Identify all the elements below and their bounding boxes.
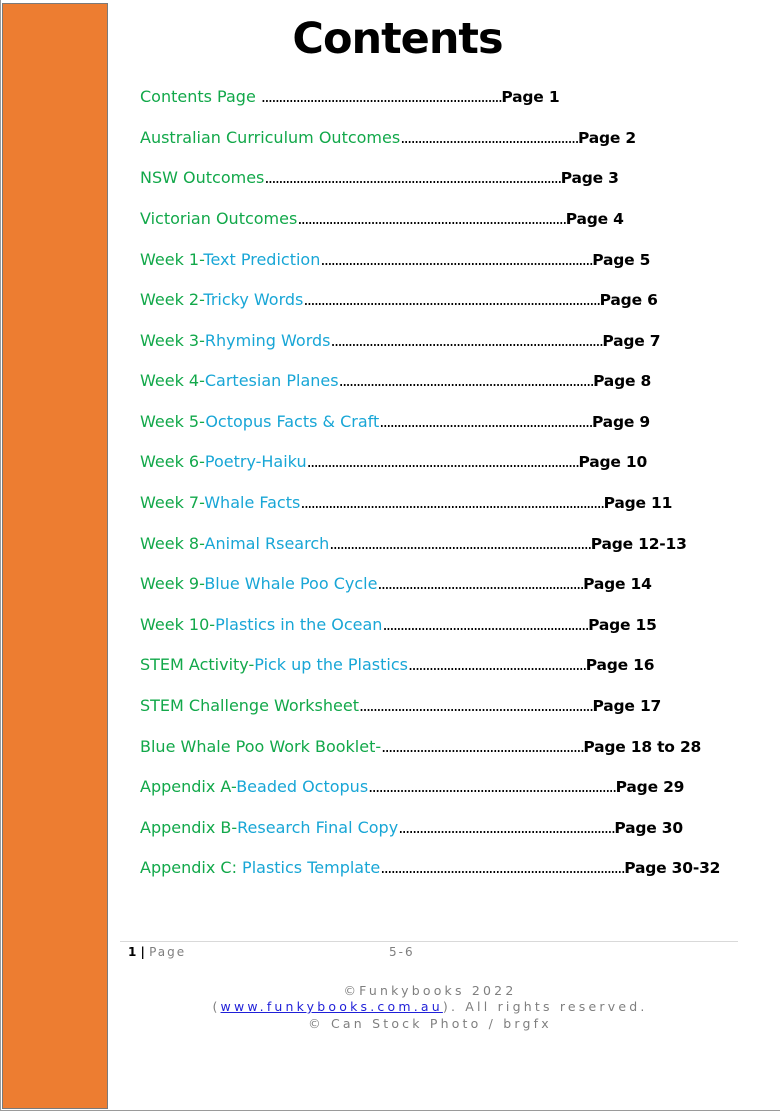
toc-entry-title: STEM Activity- <box>140 655 255 674</box>
toc-page-number: Page 16 <box>585 656 655 674</box>
toc-leader-dots: ........................................................... <box>382 615 589 634</box>
toc-page-number: Page 29 <box>615 778 685 796</box>
toc-page-number: Page 18 to 28 <box>583 738 702 756</box>
toc-leader-dots: .............................................................. <box>398 818 615 837</box>
toc-entry-title: NSW Outcomes <box>140 168 265 187</box>
toc-entry-title: Appendix C: <box>140 858 243 877</box>
toc-entry-title: Appendix A- <box>140 777 237 796</box>
toc-entry-title: Rhyming Words <box>204 331 331 350</box>
toc-leader-dots: ....................................................................................... <box>300 493 604 512</box>
footer-page-number <box>128 945 186 959</box>
toc-entry[interactable] <box>140 614 657 636</box>
toc-page-number: Page 7 <box>602 332 661 350</box>
toc-entry-title: Week 1- <box>140 250 204 269</box>
toc-entry[interactable] <box>140 86 559 108</box>
toc-entry-title: Week 4- <box>140 371 205 390</box>
toc-entry-title: Week 10- <box>140 615 216 634</box>
page-word: Page <box>149 945 187 959</box>
toc-page-number: Page 14 <box>583 575 652 593</box>
toc-entry-title: Week 6- <box>140 452 205 471</box>
toc-entry-title: Poetry-Haiku <box>204 452 307 471</box>
toc-entry-title: Whale Facts <box>204 493 301 512</box>
page-number: 1 <box>128 945 137 959</box>
toc-entry-title: Animal Rsearch <box>204 534 330 553</box>
toc-page-number: Page 5 <box>592 251 651 269</box>
footer-grade: 5-6 <box>389 945 415 959</box>
toc-entry[interactable] <box>140 208 624 230</box>
toc-leader-dots: .......................................................... <box>381 737 584 756</box>
toc-entry-title: Victorian Outcomes <box>140 209 298 228</box>
toc-entry[interactable] <box>140 370 651 392</box>
toc-leader-dots: ................................................................... <box>358 696 593 715</box>
toc-page-number: Page 3 <box>560 169 619 187</box>
toc-page-number: Page 9 <box>591 413 650 431</box>
toc-entry[interactable] <box>140 736 701 758</box>
toc-entry-title: Plastics Template <box>242 858 381 877</box>
toc-page-number: Page 17 <box>592 697 662 715</box>
toc-entry[interactable] <box>140 533 687 555</box>
toc-page-number: Page 6 <box>599 291 658 309</box>
toc-entry-title: Blue Whale Poo Cycle <box>204 574 378 593</box>
toc-entry-title: Tricky Words <box>203 290 304 309</box>
toc-entry-title: Text Prediction <box>203 250 321 269</box>
toc-entry[interactable] <box>140 776 684 798</box>
copyright-line: ©Funkybooks 2022 <box>343 983 517 998</box>
toc-entry-title: Contents Page <box>140 87 261 106</box>
toc-entry[interactable] <box>140 654 654 676</box>
image-credit: © Can Stock Photo / brgfx <box>308 1016 552 1031</box>
toc-leader-dots: ................................................... <box>400 128 578 147</box>
toc-page-number: Page 11 <box>603 494 673 512</box>
toc-entry[interactable] <box>140 249 650 271</box>
toc-entry[interactable] <box>140 492 672 514</box>
toc-entry-title: Research Final Copy <box>237 818 399 837</box>
toc-page-number: Page 10 <box>578 453 648 471</box>
toc-entry[interactable] <box>140 573 652 595</box>
toc-leader-dots: ......................................................................... <box>338 371 594 390</box>
toc-entry-title: Week 2- <box>140 290 204 309</box>
toc-entry-title: Australian Curriculum Outcomes <box>140 128 401 147</box>
toc-leader-dots: ................................................... <box>407 655 586 674</box>
toc-leader-dots: ....................................................................... <box>368 777 616 796</box>
toc-page-number: Page 30-32 <box>624 859 721 877</box>
toc-leader-dots: .............................................................................. <box>320 250 593 269</box>
toc-entry[interactable] <box>140 411 650 433</box>
toc-page-number: Page 12-13 <box>590 535 687 553</box>
toc-entry[interactable] <box>140 167 619 189</box>
toc-leader-dots: ...................................................................... <box>380 858 625 877</box>
toc-leader-dots: ..................................................................................... <box>303 290 600 309</box>
footer-divider <box>120 941 738 942</box>
toc-page-number: Page 1 <box>501 88 560 106</box>
toc-leader-dots: ..................................................................... <box>260 87 502 106</box>
toc-entry[interactable] <box>140 127 636 149</box>
toc-leader-dots: ............................................................. <box>379 412 592 431</box>
toc-page-number: Page 8 <box>593 372 652 390</box>
toc-leader-dots: .............................................................................. <box>330 331 603 350</box>
toc-entry-title: Week 7- <box>140 493 205 512</box>
toc-page-number: Page 4 <box>565 210 624 228</box>
toc-entry[interactable] <box>140 451 647 473</box>
toc-entry[interactable] <box>140 817 683 839</box>
toc-entry-title: Plastics in the Ocean <box>215 615 383 634</box>
toc-entry[interactable] <box>140 289 658 311</box>
toc-entry-title: STEM Challenge Worksheet <box>140 696 359 715</box>
toc-page-number: Page 30 <box>614 819 683 837</box>
toc-entry-title: Week 3- <box>140 331 205 350</box>
toc-leader-dots: .............................................................................. <box>306 452 579 471</box>
open-paren: ( <box>212 999 221 1014</box>
toc-leader-dots: ........................................................... <box>377 574 584 593</box>
toc-entry-title: Week 9- <box>140 574 205 593</box>
toc-page-number: Page 2 <box>577 129 636 147</box>
rights-text: ). All rights reserved. <box>442 999 648 1014</box>
toc-entry-title: Pick up the Plastics <box>254 655 408 674</box>
toc-leader-dots: ............................................................................. <box>297 209 566 228</box>
toc-entry-title: Octopus Facts & Craft <box>205 412 380 431</box>
toc-entry-title: Appendix B- <box>140 818 238 837</box>
toc-entry[interactable] <box>140 330 660 352</box>
toc-entry-title: Beaded Octopus <box>236 777 369 796</box>
toc-entry[interactable] <box>140 857 720 879</box>
toc-leader-dots: ........................................................................... <box>329 534 591 553</box>
toc-entry-title: Week 5- <box>140 412 206 431</box>
toc-entry[interactable] <box>140 695 661 717</box>
toc-entry-title: Week 8- <box>140 534 205 553</box>
orange-sidebar <box>2 3 108 1109</box>
page-separator: | <box>136 945 150 959</box>
toc-page-number: Page 15 <box>588 616 657 634</box>
toc-leader-dots: ..................................................................................... <box>264 168 561 187</box>
website-link[interactable]: www.funkybooks.com.au <box>220 999 443 1014</box>
rights-line <box>160 999 700 1014</box>
page-title: Contents <box>292 14 503 64</box>
toc-entry-title: Cartesian Planes <box>204 371 339 390</box>
toc-entry-title: Blue Whale Poo Work Booklet- <box>140 737 382 756</box>
